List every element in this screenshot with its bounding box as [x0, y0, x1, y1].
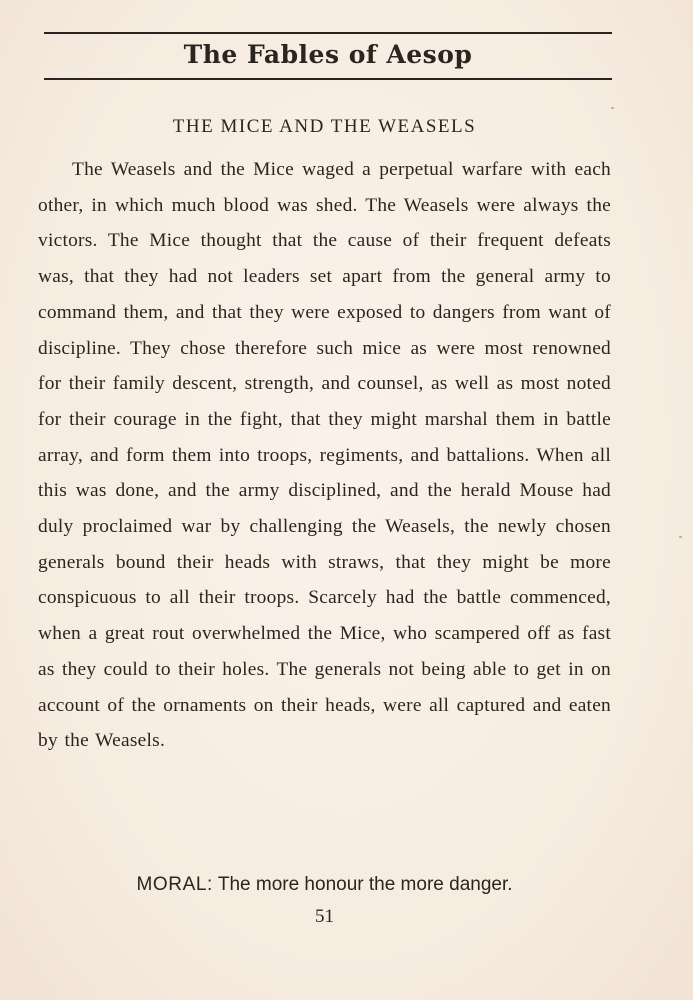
- fable-title: THE MICE AND THE WEASELS: [172, 116, 477, 137]
- moral-line: [38, 870, 611, 900]
- running-head-title: The Fables of Aesop: [183, 40, 473, 69]
- page-number: 51: [315, 906, 334, 927]
- fable-body-text: The Weasels and the Mice waged a perpetual warfare with each other, in which much blood was shed. The Weasels were always the victors. The Mice thought that the cause of their frequent defeats was, that they had not leaders set apart from the general army to command them, and that they were exposed to dangers from want of discipline. They chose therefore such mice as were most renowned for their family descent, strength, and counsel, as well as most noted for their courage in the fight, that they might marshal them in battle array, and form them into troops, regiments, and battalions. When all this was done, and the army disciplined, and the herald Mouse had duly proclaimed war by challenging the Weasels, the newly chosen generals bound their heads with straws, that they might be more conspicuous to all their troops. Scarcely had the battle commenced, when a great rout overwhelmed the Mice, who scampered off as fast as they could to their holes. The generals not being able to get in on account of the ornaments on their heads, were all captured and eaten by the Weasels.: [38, 159, 611, 752]
- header-bottom-rule: [44, 78, 612, 80]
- header-top-rule: [44, 32, 612, 34]
- paper-speck: [679, 536, 682, 538]
- moral-text: The more honour the more danger.: [217, 874, 513, 895]
- moral-label: MORAL:: [136, 874, 213, 895]
- paper-speck: [611, 107, 614, 109]
